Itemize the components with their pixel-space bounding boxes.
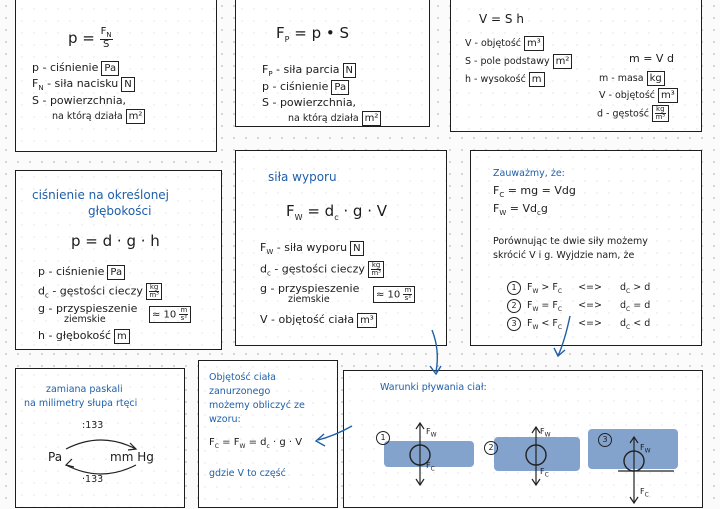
row-res: d xyxy=(619,318,626,329)
row-sub: C xyxy=(557,323,563,331)
force-text: F xyxy=(426,427,431,436)
formula-rest: g xyxy=(540,202,548,215)
label-number: 1 xyxy=(376,431,390,445)
frac-num: F xyxy=(100,26,107,37)
formula-f: F xyxy=(493,202,500,215)
line-sub: c xyxy=(266,269,271,278)
formula-rest: = d xyxy=(245,437,267,448)
line-text: na którą działa xyxy=(288,113,359,124)
unit-box: m³ xyxy=(357,313,377,328)
row-sub: C xyxy=(626,323,631,331)
unit-num: m xyxy=(180,306,188,314)
line-text: Objętość ciała xyxy=(209,372,276,383)
row-lhs: F xyxy=(527,300,533,311)
line-text: V - objętość xyxy=(465,38,522,49)
unit-box: kg xyxy=(647,71,665,86)
line-text: V - objętość xyxy=(599,90,656,101)
formula-f: F xyxy=(493,184,500,197)
row-rel: < d xyxy=(630,318,651,329)
title-text: głębokości xyxy=(88,204,152,218)
row-number: 2 xyxy=(507,299,521,313)
line-text: S - powierzchnia, xyxy=(262,96,357,109)
line-sub: c xyxy=(44,291,49,300)
line-text: h - głębokość xyxy=(38,329,112,342)
row-sub: C xyxy=(626,305,631,313)
force-sub: C xyxy=(544,471,549,479)
row-sub: W xyxy=(532,287,539,295)
formula-f: F xyxy=(286,202,295,220)
formula-rest: = p • S xyxy=(289,24,349,42)
para-text: skrócić V i g. Wyjdzie nam, że xyxy=(493,250,635,261)
force-sub: C xyxy=(430,465,435,473)
row-sub: W xyxy=(532,323,539,331)
line-text: zanurzonego xyxy=(209,386,271,397)
arrow-buoyancy-to-float-head xyxy=(430,366,441,374)
para-text: Porównując te dwie siły możemy xyxy=(493,236,648,247)
formula-sub: W xyxy=(294,213,303,222)
unit-box: Pa xyxy=(107,265,125,280)
row-rel: > d xyxy=(630,282,651,293)
unit-num: m xyxy=(404,286,412,294)
line-rest: - siła nacisku xyxy=(43,77,119,90)
unit-approx: ≈ 10 xyxy=(376,289,401,301)
title-text: Warunki pływania ciał: xyxy=(380,382,487,393)
formula-text: p = d · g · h xyxy=(71,232,160,250)
frac-den: S xyxy=(102,39,110,50)
formula-rest: = mg = Vdg xyxy=(504,184,576,197)
line-text: gdzie V to część xyxy=(209,468,286,479)
formula-sub: W xyxy=(499,209,507,218)
unit-den: s² xyxy=(404,294,412,302)
force-sub: C xyxy=(644,491,649,499)
row-sub: C xyxy=(626,287,631,295)
unit-den: m³ xyxy=(149,291,159,299)
line-text: F xyxy=(260,241,267,254)
row-res: d xyxy=(619,282,626,293)
line-text: p - ciśnienie xyxy=(262,80,329,93)
row-arrow: <=> xyxy=(578,282,602,293)
line-text: V - objętość ciała xyxy=(260,313,355,326)
force-text: F xyxy=(540,467,545,476)
formula-sub: C xyxy=(499,191,505,200)
row-rel: = d xyxy=(630,300,651,311)
row-sub: W xyxy=(532,305,539,313)
unit-box: Pa xyxy=(331,80,349,95)
formula-text: m = V d xyxy=(629,52,674,65)
op-text: ·133 xyxy=(82,474,104,485)
formula-rest: = d xyxy=(302,202,335,220)
line-text: d xyxy=(38,284,45,298)
line-rest: - siła wyporu xyxy=(273,241,348,254)
unit-approx: ≈ 10 xyxy=(152,309,177,321)
row-lhs: F xyxy=(527,282,533,293)
force-text: F xyxy=(426,461,431,470)
formula-rest: · g · V xyxy=(269,437,303,448)
line-rest: - siła parcia xyxy=(272,63,340,76)
force-text: F xyxy=(540,427,545,436)
row-lhs: F xyxy=(527,318,533,329)
line-text: S - pole podstawy xyxy=(465,56,550,67)
unit-box: N xyxy=(350,241,363,256)
line-text: wzoru: xyxy=(209,414,241,425)
formula-sub: P xyxy=(284,35,290,44)
line-text: S - powierzchnia, xyxy=(32,94,127,107)
unit-num: kg xyxy=(656,105,665,113)
unit-num: kg xyxy=(371,261,381,269)
formula-f: F xyxy=(276,24,285,42)
unit-den: m³ xyxy=(655,113,666,121)
row-arrow: <=> xyxy=(578,318,602,329)
unit-den: s² xyxy=(180,314,188,322)
unit-box: m³ xyxy=(658,88,678,103)
title-text: zamiana paskali xyxy=(46,384,123,395)
line-text: możemy obliczyć ze xyxy=(209,400,305,411)
formula-rest: = F xyxy=(218,437,240,448)
frac-num-sub: N xyxy=(106,31,112,39)
line-text: ziemskie xyxy=(64,314,106,325)
formula-sub: c xyxy=(266,443,270,450)
unit-box: m xyxy=(114,329,130,344)
force-text: F xyxy=(640,487,645,496)
line-text: g - przyspieszenie xyxy=(38,302,138,315)
row-number: 3 xyxy=(507,317,521,331)
line-text: F xyxy=(262,63,269,76)
title-text: Zauważmy, że: xyxy=(493,168,565,179)
row-op: < F xyxy=(538,318,558,329)
row-sub: C xyxy=(557,305,563,313)
unit-box: N xyxy=(121,77,134,92)
line-text: na którą działa xyxy=(52,111,123,122)
line-text: p - ciśnienie xyxy=(38,265,105,278)
unit-box: N xyxy=(343,63,356,78)
unit-box: m² xyxy=(553,54,573,69)
unit-box: m² xyxy=(362,111,382,126)
line-sub: N xyxy=(38,84,44,93)
arrow-buoyancy-to-float xyxy=(432,330,437,372)
unit-text: mm Hg xyxy=(110,450,154,464)
line-rest: - gęstości cieczy xyxy=(48,284,143,298)
force-sub: W xyxy=(544,431,551,439)
row-res: d xyxy=(619,300,626,311)
force-sub: W xyxy=(644,447,651,455)
line-text: m - masa xyxy=(599,73,644,84)
title-text: ciśnienie na określonej xyxy=(32,188,170,202)
arrow-float-to-vsub xyxy=(318,426,352,440)
unit-text: Pa xyxy=(48,450,63,464)
formula-text: V = S h xyxy=(479,12,524,26)
line-text: p - ciśnienie xyxy=(32,61,99,74)
line-text: d xyxy=(260,262,267,276)
label-number: 2 xyxy=(484,441,498,455)
formula-sub: W xyxy=(239,443,246,450)
row-op: = F xyxy=(538,300,558,311)
formula-sub: C xyxy=(214,443,219,450)
line-text: F xyxy=(32,77,39,90)
unit-box: Pa xyxy=(101,61,119,76)
line-text: ziemskie xyxy=(288,294,330,305)
row-arrow: <=> xyxy=(578,300,602,311)
formula-rest: = Vd xyxy=(506,202,537,215)
line-text: d - gęstość xyxy=(597,108,650,120)
line-text: g - przyspieszenie xyxy=(260,282,360,295)
line-rest: - gęstości cieczy xyxy=(270,262,365,276)
op-text: :133 xyxy=(82,420,104,431)
row-number: 1 xyxy=(507,281,521,295)
formula-f: F xyxy=(209,437,215,448)
unit-num: kg xyxy=(149,283,159,291)
row-sub: C xyxy=(557,287,563,295)
line-sub: W xyxy=(266,248,274,257)
formula-sub: c xyxy=(334,213,339,222)
formula-rest: · g · V xyxy=(338,202,388,220)
force-text: F xyxy=(640,443,645,452)
formula-sub: c xyxy=(536,209,541,218)
line-text: h - wysokość xyxy=(465,74,526,85)
title-text: na milimetry słupa rtęci xyxy=(24,398,138,409)
row-op: > F xyxy=(538,282,558,293)
label-number: 3 xyxy=(598,433,612,447)
force-sub: W xyxy=(430,431,437,439)
line-sub: P xyxy=(268,70,273,79)
unit-box: m² xyxy=(126,109,146,124)
unit-box: m xyxy=(529,72,545,87)
unit-den: m³ xyxy=(371,269,381,277)
title-text: siła wyporu xyxy=(268,170,337,184)
unit-box: m³ xyxy=(524,36,544,51)
formula-lhs: p = xyxy=(68,29,95,47)
